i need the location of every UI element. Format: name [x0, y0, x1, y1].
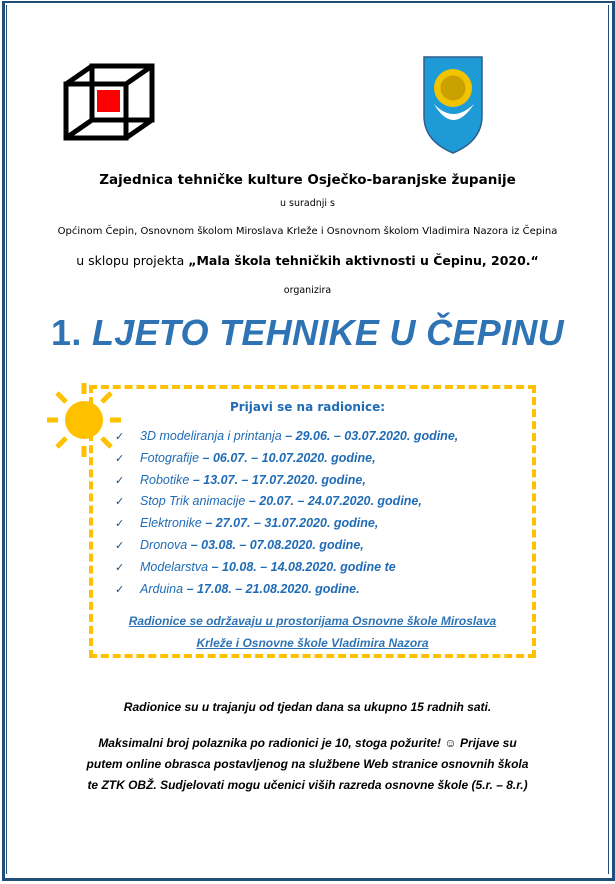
workshop-dates: – 10.08. – 14.08.2020. godine te	[208, 559, 396, 574]
location-line-2: Krleže i Osnovne škole Vladimira Nazora	[196, 636, 429, 650]
workshop-dates: – 29.06. – 03.07.2020. godine,	[281, 429, 459, 443]
list-item	[115, 516, 458, 538]
list-item	[115, 473, 458, 495]
list-item	[115, 560, 458, 582]
checkmark-icon: ✓	[115, 431, 125, 443]
project-name: „Mala škola tehničkih aktivnosti u Čepinu, 2020.“	[188, 253, 539, 268]
sun-icon	[44, 380, 124, 460]
checkmark-icon: ✓	[115, 561, 125, 574]
organization-name: Zajednica tehničke kulture Osječko-baranjske županije	[99, 172, 516, 188]
title-text: LJETO TEHNIKE U ČEPINU	[91, 312, 564, 353]
workshop-dates: – 06.07. – 10.07.2020. godine,	[199, 450, 376, 465]
project-prefix: u sklopu projekta	[76, 253, 189, 268]
info-line-3: te ZTK OBŽ. Sudjelovati mogu učenici viših razreda osnovne škole (5.r. – 8.r.)	[87, 778, 528, 792]
checkmark-icon: ✓	[115, 539, 125, 552]
partners-text: Općinom Čepin, Osnovnom školom Miroslava Krleže i Osnovnom školom Vladimira Nazora iz Čepina	[57, 226, 558, 237]
workshop-name: Dronova	[140, 537, 188, 552]
cepin-coat-of-arms	[423, 56, 483, 154]
workshop-list	[115, 429, 458, 603]
workshop-dates: – 13.07. – 17.07.2020. godine,	[189, 472, 366, 487]
list-item	[115, 451, 458, 473]
workshop-dates: – 17.08. – 21.08.2020. godine.	[183, 581, 360, 596]
list-item	[115, 494, 458, 516]
checkmark-icon: ✓	[115, 583, 125, 596]
organizes-text: organizira	[283, 285, 332, 296]
project-line	[0, 253, 615, 268]
workshop-name: Fotografije	[140, 450, 200, 465]
workshop-name: 3D modeliranja i printanja	[140, 429, 282, 443]
duration-text: Radionice su u trajanju od tjedan dana sa ukupno 15 radnih sati.	[123, 700, 492, 714]
workshop-dates: – 03.08. – 07.08.2020. godine,	[187, 537, 364, 552]
workshop-name: Stop Trik animacije	[140, 494, 246, 509]
workshop-name: Modelarstva	[140, 559, 209, 574]
info-line-1: Maksimalni broj polaznika po radionici je 10, stoga požurite! ☺ Prijave su	[98, 736, 517, 750]
info-line-2: putem online obrasca postavljenog na službene Web stranice osnovnih škola	[86, 757, 529, 771]
list-item	[115, 582, 458, 604]
title-number: 1.	[51, 312, 92, 353]
workshop-name: Robotike	[140, 472, 190, 487]
checkmark-icon: ✓	[115, 474, 125, 487]
event-title	[0, 312, 615, 354]
checkmark-icon: ✓	[115, 496, 125, 509]
checkmark-icon: ✓	[115, 452, 125, 465]
box-heading: Prijavi se na radionice:	[229, 400, 386, 414]
ztk-cube-logo	[62, 62, 157, 142]
location-line-1: Radionice se održavaju u prostorijama Osnovne škole Miroslava	[128, 614, 497, 628]
collaboration-text: u suradnji s	[279, 198, 336, 209]
workshop-dates: – 27.07. – 31.07.2020. godine,	[201, 516, 379, 531]
checkmark-icon: ✓	[115, 518, 125, 531]
list-item	[115, 429, 458, 451]
workshop-dates: – 20.07. – 24.07.2020. godine,	[245, 494, 422, 509]
list-item	[115, 538, 458, 560]
workshop-name: Arduina	[140, 581, 184, 596]
workshop-name: Elektronike	[140, 516, 202, 531]
